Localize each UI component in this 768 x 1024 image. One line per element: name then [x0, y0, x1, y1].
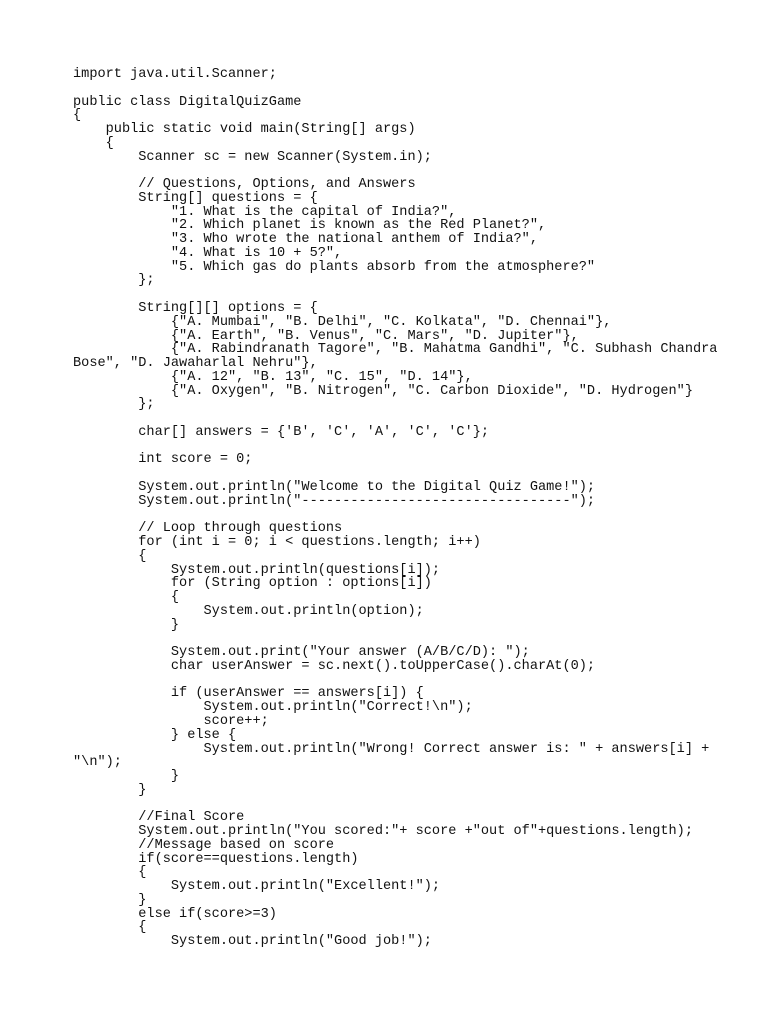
code-line: System.out.println("You scored:"+ score +"out of"+questions.length);	[73, 824, 693, 840]
code-line: public class DigitalQuizGame	[73, 94, 302, 110]
code-line	[73, 467, 713, 481]
code-line: // Loop through questions	[73, 521, 343, 537]
code-line	[73, 632, 713, 646]
code-line: Scanner sc = new Scanner(System.in);	[73, 149, 432, 165]
code-line: }	[73, 769, 180, 785]
code-line: "3. Who wrote the national anthem of India?",	[73, 232, 538, 248]
code-line: }	[73, 892, 147, 908]
code-line	[73, 674, 713, 688]
code-line: System.out.println(questions[i]);	[73, 562, 441, 578]
code-line: "2. Which planet is known as the Red Planet?",	[73, 218, 547, 234]
code-line: "5. Which gas do plants absorb from the atmosphere?"	[73, 259, 596, 275]
code-line: import java.util.Scanner;	[73, 67, 277, 82]
code-line: for (String option : options[i])	[73, 576, 432, 592]
code-line: //Final Score	[73, 810, 245, 826]
code-line: {	[73, 865, 147, 881]
code-line	[73, 509, 713, 523]
code-line	[73, 440, 713, 454]
code-line: System.out.println("Excellent!");	[73, 879, 441, 895]
code-line: "\n");	[73, 755, 122, 771]
code-line	[73, 798, 713, 812]
code-line: System.out.println("Wrong! Correct answer is: " + answers[i] +	[73, 741, 710, 757]
code-line: {"A. Oxygen", "B. Nitrogen", "C. Carbon Dioxide", "D. Hydrogen"}	[73, 383, 693, 399]
code-line: {	[73, 548, 147, 564]
code-line: System.out.println(option);	[73, 603, 424, 619]
code-line: else if(score>=3)	[73, 906, 277, 922]
code-line: {"A. Rabindranath Tagore", "B. Mahatma Gandhi", "C. Subhash Chandra	[73, 342, 718, 358]
code-line: };	[73, 273, 155, 289]
code-line: System.out.println("Welcome to the Digital Quiz Game!");	[73, 479, 596, 495]
code-line	[73, 82, 713, 96]
code-line	[73, 164, 713, 178]
code-line: //Message based on score	[73, 837, 335, 853]
code-line: {	[73, 108, 82, 124]
code-line: }	[73, 782, 147, 798]
code-line	[73, 288, 713, 302]
code-line: {	[73, 920, 147, 936]
code-line: for (int i = 0; i < questions.length; i++)	[73, 535, 481, 551]
code-line: System.out.println("Good job!");	[73, 934, 432, 950]
code-line: {"A. Mumbai", "B. Delhi", "C. Kolkata", "D. Chennai"},	[73, 314, 612, 330]
code-line: {"A. Earth", "B. Venus", "C. Mars", "D. Jupiter"},	[73, 328, 579, 344]
code-line: } else {	[73, 727, 237, 743]
code-line: if (userAnswer == answers[i]) {	[73, 686, 424, 702]
code-line: {	[73, 135, 114, 151]
code-line: };	[73, 397, 155, 413]
code-line: String[][] options = {	[73, 301, 318, 317]
code-line: "4. What is 10 + 5?",	[73, 245, 343, 261]
code-line: if(score==questions.length)	[73, 851, 359, 867]
code-line: public static void main(String[] args)	[73, 122, 416, 138]
code-line: char[] answers = {'B', 'C', 'A', 'C', 'C'};	[73, 424, 490, 440]
code-line: int score = 0;	[73, 452, 253, 468]
code-line: score++;	[73, 713, 269, 729]
code-line: System.out.println("---------------------------------");	[73, 493, 596, 509]
code-line: {	[73, 590, 180, 606]
code-line: }	[73, 617, 180, 633]
code-line: String[] questions = {	[73, 190, 318, 206]
code-line	[73, 412, 713, 426]
code-line: {"A. 12", "B. 13", "C. 15", "D. 14"},	[73, 369, 473, 385]
code-line: System.out.println("Correct!\n");	[73, 700, 473, 716]
code-line: char userAnswer = sc.next().toUpperCase().charAt(0);	[73, 658, 596, 674]
code-line: Bose", "D. Jawaharlal Nehru"},	[73, 356, 318, 372]
code-line: System.out.print("Your answer (A/B/C/D): ");	[73, 645, 530, 661]
code-line: "1. What is the capital of India?",	[73, 204, 457, 220]
code-line: // Questions, Options, and Answers	[73, 177, 416, 193]
java-source-code	[73, 67, 718, 950]
